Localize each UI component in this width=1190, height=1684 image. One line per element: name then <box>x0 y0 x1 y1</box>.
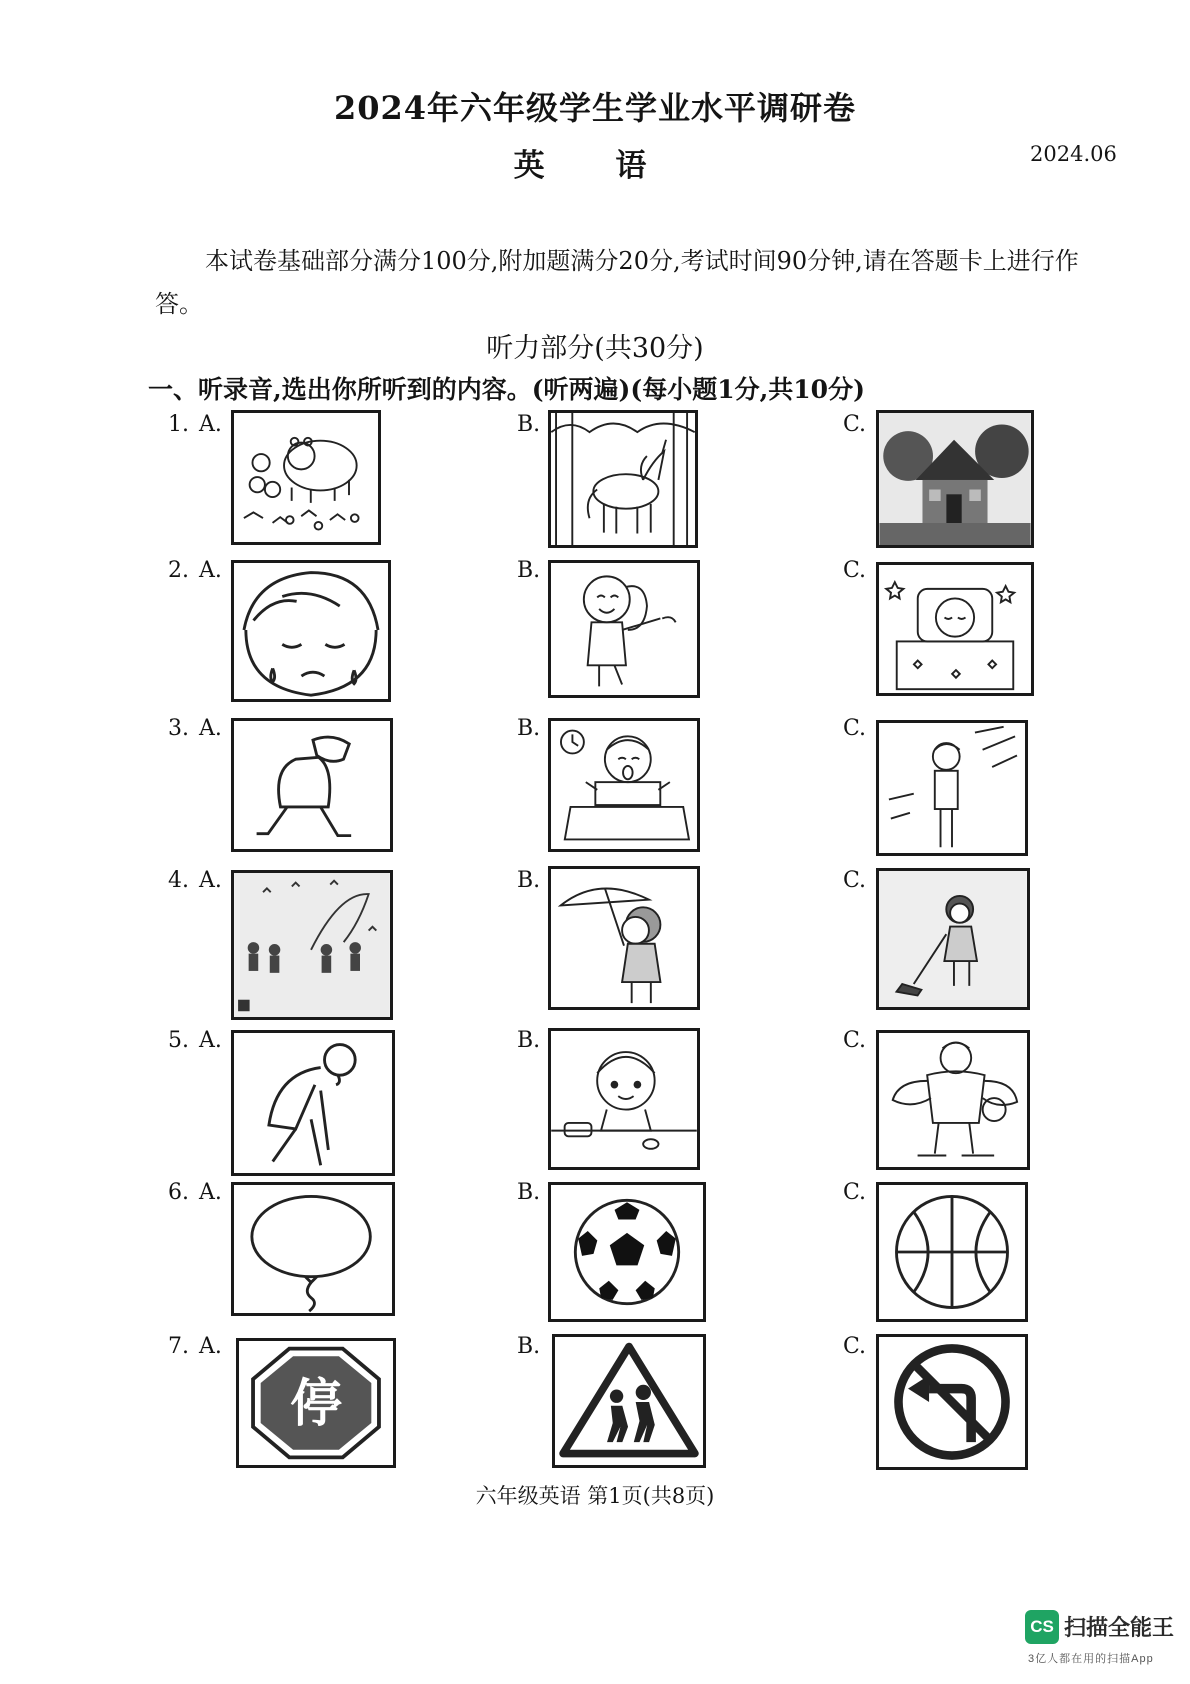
option-letter: B. <box>517 1028 541 1053</box>
question-number: 6. <box>168 1180 189 1205</box>
question-number: 2. <box>168 558 189 583</box>
balloon-picture-icon[interactable] <box>231 1182 395 1316</box>
children-crossing-sign-picture-icon[interactable] <box>552 1334 706 1468</box>
girl-umbrella-picture-icon[interactable] <box>548 866 700 1010</box>
subject-heading: 英 语 <box>513 148 677 184</box>
watermark-app-name: 扫描全能王 <box>1064 1615 1175 1640</box>
question-number: 5. <box>168 1028 189 1053</box>
option-letter: C. <box>843 1028 867 1053</box>
windy-boy-picture-icon[interactable] <box>876 720 1028 856</box>
option-letter: A. <box>199 868 222 893</box>
option-letter: A. <box>199 716 222 741</box>
exam-date: 2024.06 <box>1030 142 1117 166</box>
question-number: 7. <box>168 1334 189 1359</box>
option-letter: A. <box>199 558 222 583</box>
question-number: 4. <box>168 868 189 893</box>
exam-title: 2024年六年级学生学业水平调研卷 <box>333 89 857 127</box>
football-picture-icon[interactable] <box>548 1182 706 1322</box>
option-letter: A. <box>199 1180 222 1205</box>
option-letter: A. <box>199 412 222 437</box>
option-letter: C. <box>843 558 867 583</box>
section-title: 听力部分(共30分) <box>486 333 704 364</box>
cabin-picture-icon[interactable] <box>876 410 1034 548</box>
option-letter: C. <box>843 868 867 893</box>
option-letter: C. <box>843 716 867 741</box>
question-number: 3. <box>168 716 189 741</box>
stop-sign-picture-icon[interactable] <box>236 1338 396 1468</box>
option-letter: B. <box>517 412 541 437</box>
girl-sweeping-picture-icon[interactable] <box>876 868 1030 1010</box>
boy-at-desk-picture-icon[interactable] <box>548 1028 700 1170</box>
happy-girl-picture-icon[interactable] <box>548 560 700 698</box>
part1-instruction: 一、听录音,选出你所听到的内容。(听两遍)(每小题1分,共10分) <box>148 375 865 404</box>
camscanner-logo-icon: CS <box>1025 1610 1059 1644</box>
hippo-garden-picture-icon[interactable] <box>231 410 381 545</box>
question-number: 1. <box>168 412 189 437</box>
crying-child-picture-icon[interactable] <box>231 560 391 702</box>
option-letter: C. <box>843 1334 867 1359</box>
unicorn-forest-picture-icon[interactable] <box>548 410 698 548</box>
option-letter: B. <box>517 868 541 893</box>
sleeping-girl-picture-icon[interactable] <box>876 562 1034 696</box>
yawning-girl-picture-icon[interactable] <box>548 718 700 852</box>
walking-man-picture-icon[interactable] <box>231 718 393 852</box>
basketball-picture-icon[interactable] <box>876 1182 1028 1322</box>
option-letter: B. <box>517 1180 541 1205</box>
option-letter: B. <box>517 1334 541 1359</box>
option-letter: B. <box>517 558 541 583</box>
kids-butterflies-picture-icon[interactable] <box>231 870 393 1020</box>
no-left-turn-sign-picture-icon[interactable] <box>876 1334 1028 1470</box>
option-letter: C. <box>843 412 867 437</box>
page-footer: 六年级英语 第1页(共8页) <box>475 1484 715 1508</box>
option-letter: A. <box>199 1028 222 1053</box>
tired-man-picture-icon[interactable] <box>231 1030 395 1176</box>
stop-sign-text: 停 <box>290 1374 342 1435</box>
option-letter: A. <box>199 1334 222 1359</box>
option-letter: C. <box>843 1180 867 1205</box>
exam-instructions: 本试卷基础部分满分100分,附加题满分20分,考试时间90分钟,请在答题卡上进行作答。 <box>155 247 1079 318</box>
watermark-tagline: 3亿人都在用的扫描App <box>1028 1653 1154 1665</box>
strong-man-picture-icon[interactable] <box>876 1030 1030 1170</box>
option-letter: B. <box>517 716 541 741</box>
